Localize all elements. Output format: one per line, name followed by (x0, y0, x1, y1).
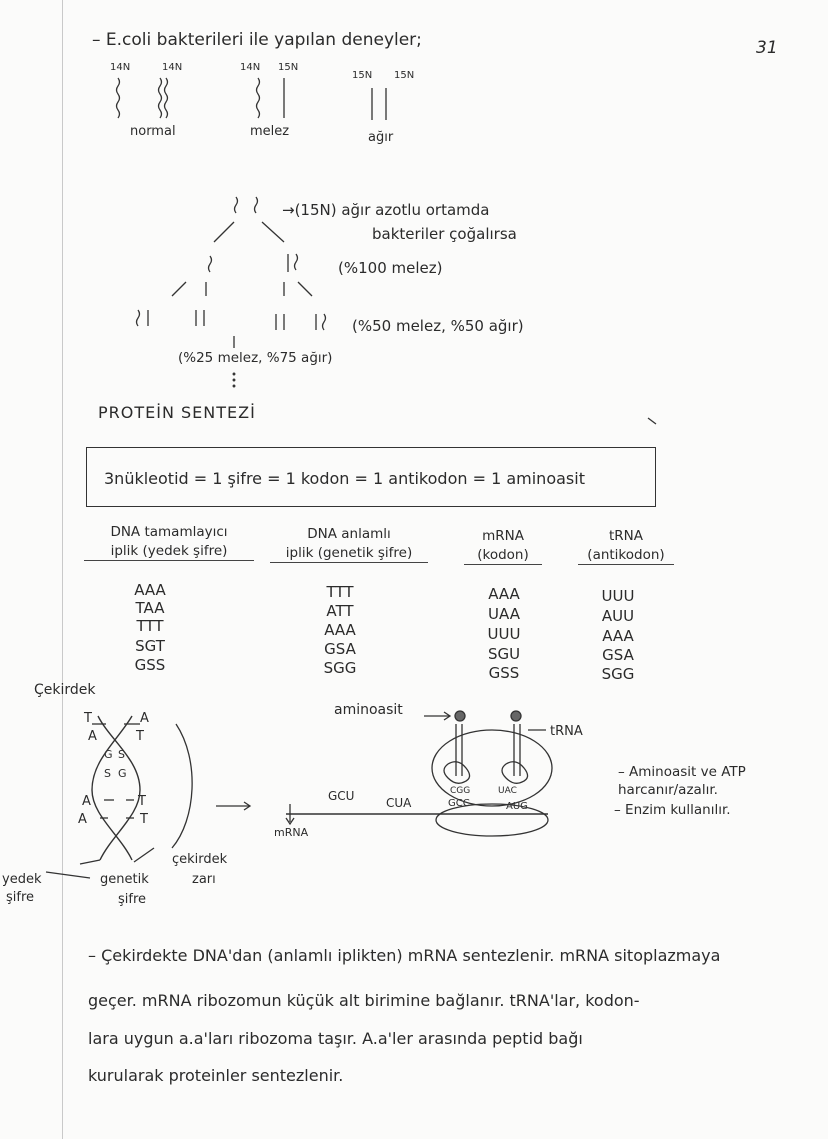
template-strand-label-2: şifre (6, 890, 35, 905)
column-header-line1: tRNA (608, 528, 643, 544)
paragraph-line: kurularak proteinler sentezlenir. (88, 1066, 344, 1085)
ribosome-drawing (286, 711, 552, 836)
template-strand-label: yedek (2, 872, 42, 887)
base-letter: A (78, 812, 87, 827)
isotope-label: 15N (278, 62, 299, 73)
dna-normal-drawing (117, 78, 168, 118)
table-cell: SGG (323, 659, 357, 677)
base-letter: T (136, 729, 144, 744)
dna-hybrid-label: melez (250, 124, 290, 139)
isotope-label: 15N (352, 70, 373, 81)
nuclear-membrane-label-2: zarı (192, 872, 216, 887)
table-cell: SGU (487, 645, 521, 663)
column-header-line1: mRNA (482, 528, 524, 544)
table-cell: AAA (602, 627, 634, 645)
table-cell: AAA (488, 585, 520, 603)
nucleus-label: Çekirdek (34, 682, 96, 698)
energy-note: – Aminoasit ve ATP (618, 764, 746, 780)
enzyme-note: – Enzim kullanılır. (614, 802, 731, 818)
isotope-label: 14N (162, 62, 183, 73)
table-cell: AAA (134, 581, 166, 599)
column-header-line2: iplik (yedek şifre) (84, 543, 254, 561)
coding-strand-label: genetik (100, 872, 149, 887)
table-cell: SGT (135, 637, 165, 655)
experiment-condition: →(15N) ağır azotlu ortamda (282, 201, 490, 219)
experiment-heading: – E.coli bakterileri ile yapılan deneyler; (92, 30, 422, 50)
base-letter: G (104, 748, 113, 761)
experiment-condition-2: bakteriler çoğalırsa (372, 225, 517, 243)
table-cell: GSS (134, 656, 166, 674)
paragraph-line: lara uygun a.a'ları ribozoma taşır. A.a'ler arasında peptid bağı (88, 1029, 583, 1048)
paragraph-line: geçer. mRNA ribozomun küçük alt birimine bağlanır. tRNA'lar, kodon- (88, 991, 640, 1010)
mrna-codon: GCC (448, 798, 470, 809)
base-letter: G (118, 767, 127, 780)
base-letter: A (140, 711, 149, 726)
base-letter: T (140, 812, 148, 827)
generation-1-ratio: (%100 melez) (338, 259, 443, 277)
table-cell: TAA (135, 599, 165, 617)
trna-label: tRNA (550, 724, 583, 739)
dna-heavy-label: ağır (368, 130, 394, 145)
page-number: 31 (756, 38, 778, 58)
isotope-label: 14N (110, 62, 131, 73)
coding-strand-label-2: şifre (118, 892, 147, 907)
tick-mark (648, 418, 656, 424)
base-letter: T (84, 711, 92, 726)
base-letter: A (88, 729, 97, 744)
base-letter: A (82, 794, 91, 809)
table-cell: UUU (601, 587, 635, 605)
paragraph-line: – Çekirdekte DNA'dan (anlamlı iplikten) mRNA sentezlenir. mRNA sitoplazmaya (88, 946, 721, 965)
nuclear-membrane-label: çekirdek (172, 852, 228, 867)
table-cell: SGG (601, 665, 635, 683)
mrna-label: mRNA (274, 826, 309, 839)
energy-note: harcanır/azalır. (618, 782, 718, 798)
experiment-tree (137, 197, 326, 387)
base-letter: S (118, 748, 125, 761)
table-cell: GSA (602, 646, 634, 664)
column-header-line2: (antikodon) (578, 547, 674, 565)
base-letter: T (138, 794, 146, 809)
table-cell: ATT (326, 602, 354, 620)
aminoacid-label: aminoasit (334, 702, 403, 718)
protein-synthesis-title: PROTEİN SENTEZİ (98, 403, 256, 422)
generation-2-ratio: (%50 melez, %50 ağır) (352, 317, 524, 335)
generation-3-ratio: (%25 melez, %75 ağır) (178, 350, 333, 366)
dna-hybrid-drawing (257, 78, 285, 118)
column-header-line2: iplik (genetik şifre) (270, 545, 428, 563)
dna-transcription-diagram (46, 716, 192, 878)
mrna-codon: GCU (328, 789, 355, 803)
dna-normal-label: normal (130, 124, 176, 139)
column-header-line1: DNA tamamlayıcı (110, 524, 228, 540)
formula-text: 3nükleotid = 1 şifre = 1 kodon = 1 antikodon = 1 aminoasit (104, 469, 585, 488)
isotope-label: 15N (394, 70, 415, 81)
column-header-line2: (kodon) (464, 547, 542, 565)
table-cell: UUU (487, 625, 521, 643)
table-cell: UAA (488, 605, 520, 623)
base-letter: S (104, 767, 111, 780)
table-cell: AUU (601, 607, 635, 625)
isotope-label: 14N (240, 62, 261, 73)
mrna-codon: CUA (386, 796, 412, 810)
table-cell: GSA (324, 640, 356, 658)
trna-anticodon: CGG (450, 786, 471, 796)
column-header-line1: DNA anlamlı (307, 526, 391, 542)
table-cell: TTT (326, 583, 354, 601)
mrna-codon: AUG (506, 801, 528, 812)
table-cell: TTT (136, 617, 164, 635)
trna-anticodon: UAC (498, 786, 517, 796)
table-cell: AAA (324, 621, 356, 639)
table-cell: GSS (488, 664, 520, 682)
dna-heavy-drawing (372, 88, 386, 120)
